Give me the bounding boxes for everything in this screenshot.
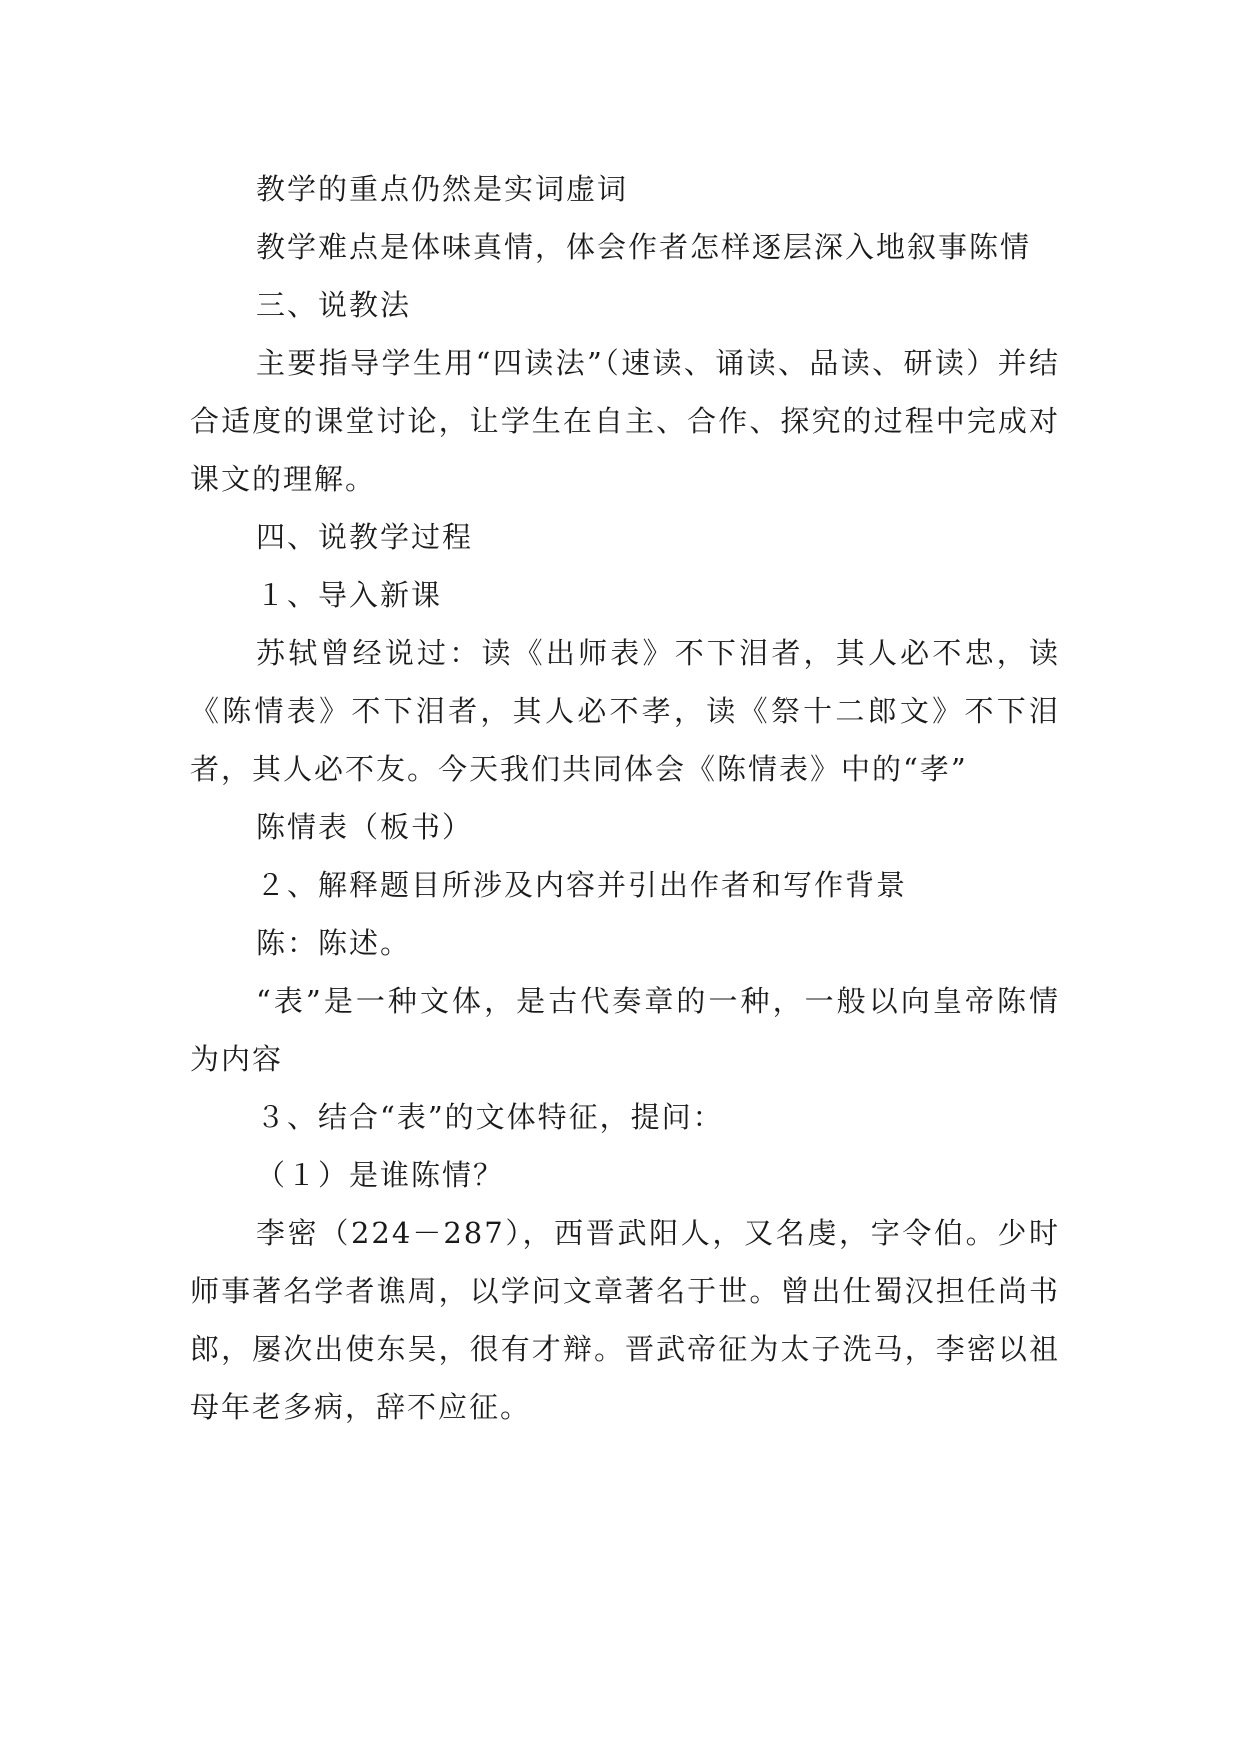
document-body bbox=[190, 160, 1060, 1436]
heading-teaching-process: 四、说教学过程 bbox=[256, 520, 474, 554]
paragraph-definition-biao: “表”是一种文体，是古代奏章的一种，一般以向皇帝陈情为内容 bbox=[190, 984, 1060, 1076]
paragraph-teaching-focus: 教学的重点仍然是实词虚词 bbox=[256, 172, 629, 206]
question-who-petitions: （１）是谁陈情？ bbox=[256, 1158, 505, 1192]
paragraph-li-mi-biography: 李密（224－287），西晋武阳人，又名虔，字令伯。少时师事著名学者谯周，以学问文章著名于世。曾出仕蜀汉担任尚书郎，屡次出使东吴，很有才辩。晋武帝征为太子洗马，李密以祖母年老多病，辞不应征。 bbox=[190, 1216, 1060, 1424]
subheading-style-question: ３、结合“表”的文体特征，提问： bbox=[256, 1100, 724, 1134]
subheading-introduce-lesson: １、导入新课 bbox=[256, 578, 443, 612]
paragraph-definition-chen: 陈：陈述。 bbox=[256, 926, 412, 960]
paragraph-blackboard-title: 陈情表（板书） bbox=[256, 810, 474, 844]
paragraph-teaching-difficulty: 教学难点是体味真情，体会作者怎样逐层深入地叙事陈情 bbox=[256, 230, 1032, 264]
paragraph-four-reading-method: 主要指导学生用“四读法”（速读、诵读、品读、研读）并结合适度的课堂讨论，让学生在自主、合作、探究的过程中完成对课文的理解。 bbox=[190, 346, 1060, 496]
subheading-explain-title: ２、解释题目所涉及内容并引出作者和写作背景 bbox=[256, 868, 908, 902]
heading-teaching-method: 三、说教法 bbox=[256, 288, 412, 322]
paragraph-su-shi-quote: 苏轼曾经说过：读《出师表》不下泪者，其人必不忠，读《陈情表》不下泪者，其人必不孝，读《祭十二郎文》不下泪者，其人必不友。今天我们共同体会《陈情表》中的“孝” bbox=[190, 636, 1060, 786]
